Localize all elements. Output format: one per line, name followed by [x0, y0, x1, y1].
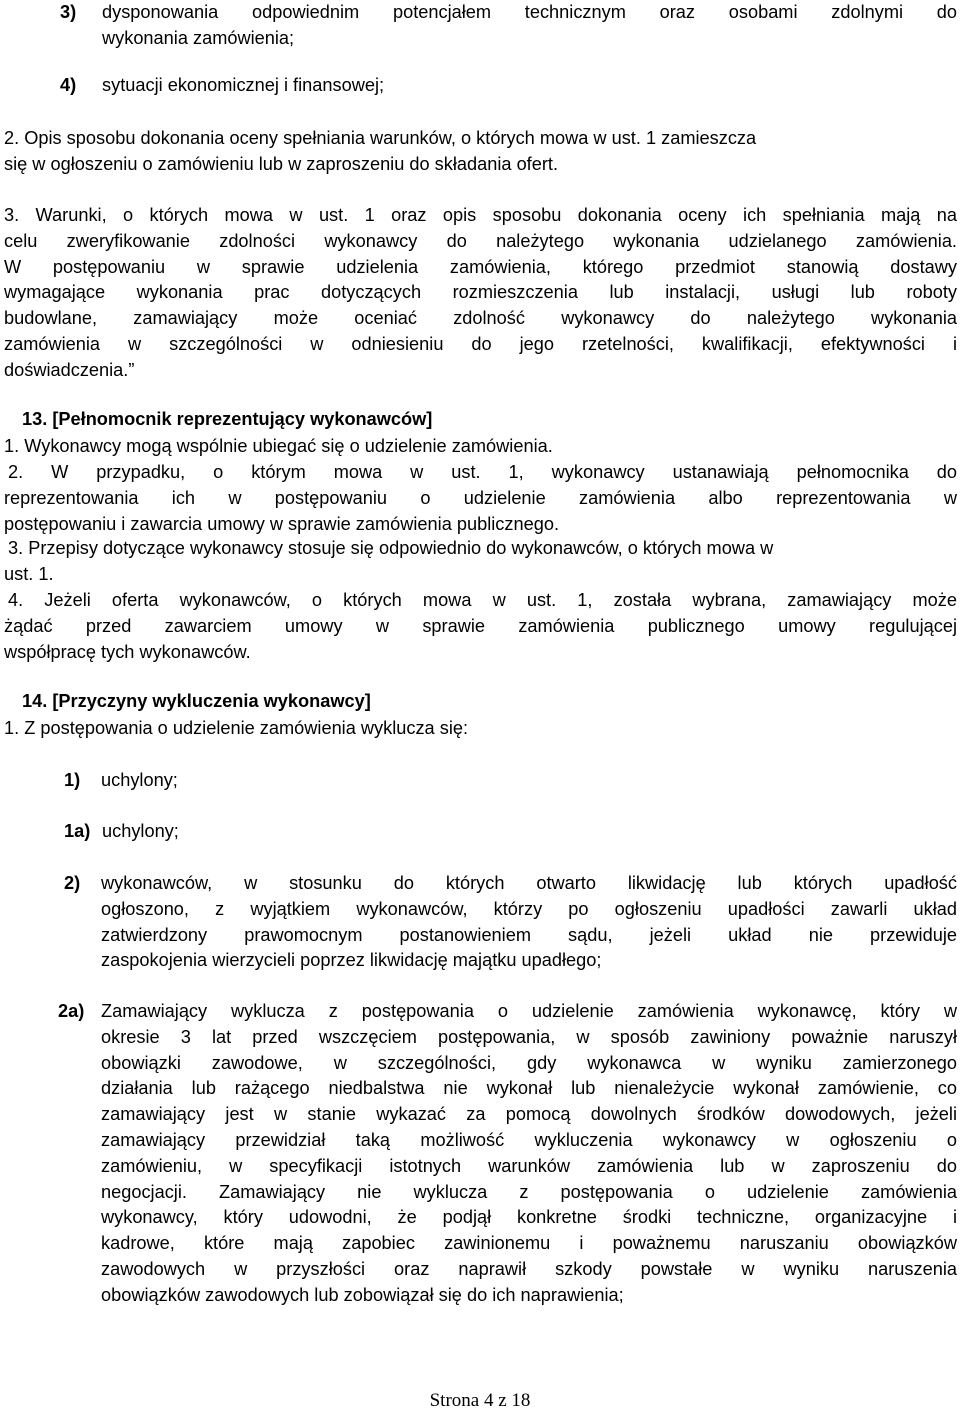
- text-line: wykonawców, w stosunku do których otwarto likwidację lub których upadłość: [101, 873, 957, 893]
- list-label-1: 1): [64, 770, 81, 790]
- text-line: W postępowaniu w sprawie udzielenia zamówienia, którego przedmiot stanowią dostawy: [4, 256, 957, 277]
- text-line: wykonania zamówienia;: [102, 27, 295, 48]
- article-13-par-2: [4, 460, 957, 537]
- text-line: 4. Jeżeli oferta wykonawców, o których mowa w ust. 1, została wybrana, zamawiający może: [8, 590, 957, 610]
- text-line: obowiązków zawodowych lub zobowiązał się do ich naprawienia;: [101, 1284, 624, 1305]
- article-13-par-3: [4, 536, 957, 588]
- text-line: zatwierdzony prawomocnym postanowieniem sądu, jeżeli układ nie przewiduje: [101, 924, 957, 945]
- article-14-par-1: 1. Z postępowania o udzielenie zamówienia wyklucza się:: [4, 718, 469, 738]
- text-line: ogłoszono, z wyjątkiem wykonawców, którzy po ogłoszeniu upadłości zawarli układ: [101, 898, 957, 919]
- text-line: zamówieniu, w specyfikacji istotnych warunków zamówienia lub w zaproszeniu do: [101, 1155, 957, 1176]
- text-line: działania lub rażącego niedbalstwa nie wykonał lub nienależycie wykonał zamówienie, co: [101, 1078, 957, 1099]
- text-line: postępowaniu i zawarcia umowy w sprawie zamówienia publicznego.: [4, 513, 559, 534]
- text-line: się w ogłoszeniu o zamówieniu lub w zaproszeniu do składania ofert.: [4, 153, 559, 174]
- text-line: negocjacji. Zamawiający nie wyklucza z postępowania o udzielenie zamówienia: [101, 1181, 957, 1202]
- text-line: 3. Warunki, o których mowa w ust. 1 oraz opis sposobu dokonania oceny ich spełniania mają na: [4, 205, 957, 225]
- text-line: doświadczenia.”: [4, 359, 135, 380]
- text-line: wykonawcy, który udowodni, że podjął konkretne środki techniczne, organizacyjne i: [101, 1207, 957, 1228]
- list-item-1: uchylony;: [101, 770, 178, 790]
- list-item-3: [102, 0, 957, 52]
- text-line: żądać przed zawarciem umowy w sprawie zamówienia publicznego umowy regulującej: [4, 615, 957, 636]
- text-line: zamawiający przewidział taką możliwość wykluczenia wykonawcy w ogłoszeniu o: [101, 1129, 957, 1150]
- list-item-2: [101, 871, 957, 974]
- paragraph-2: [4, 126, 957, 178]
- list-label-2a: 2a): [58, 1001, 85, 1021]
- list-item-2a: [101, 999, 957, 1309]
- text-line: okresie 3 lat przed wszczęciem postępowania, w sposób zawiniony poważnie naruszył: [101, 1026, 957, 1047]
- article-13-par-4: [4, 588, 957, 665]
- article-13-heading: 13. [Pełnomocnik reprezentujący wykonawców]: [22, 409, 433, 429]
- list-label-1a: 1a): [64, 821, 91, 841]
- list-item-4: sytuacji ekonomicznej i finansowej;: [102, 75, 385, 95]
- text-line: reprezentowania ich w postępowaniu o udzielenie zamówienia albo reprezentowania w: [4, 487, 957, 508]
- text-line: kadrowe, które mają zapobiec zawinionemu i poważnemu naruszaniu obowiązków: [101, 1233, 957, 1254]
- article-14-heading: 14. [Przyczyny wykluczenia wykonawcy]: [22, 691, 371, 711]
- text-line: współpracę tych wykonawców.: [4, 641, 251, 662]
- text-line: 2. Opis sposobu dokonania oceny spełniania warunków, o których mowa w ust. 1 zamieszcza: [4, 128, 757, 148]
- list-item-1a: uchylony;: [102, 821, 179, 841]
- text-line: budowlane, zamawiający może oceniać zdolność wykonawcy do należytego wykonania: [4, 308, 957, 329]
- list-label-2: 2): [64, 873, 81, 893]
- page-number: Strona 4 z 18: [429, 1390, 531, 1411]
- text-line: wymagające wykonania prac dotyczących rozmieszczenia lub instalacji, usługi lub roboty: [4, 282, 957, 303]
- list-label-3: 3): [60, 2, 77, 22]
- text-line: zaspokojenia wierzycieli poprzez likwidację majątku upadłego;: [101, 950, 602, 971]
- paragraph-3: [4, 203, 957, 384]
- text-line: ust. 1.: [4, 563, 54, 584]
- text-line: dysponowania odpowiednim potencjałem technicznym oraz osobami zdolnymi do: [102, 2, 957, 22]
- article-13-par-1: 1. Wykonawcy mogą wspólnie ubiegać się o udzielenie zamówienia.: [4, 436, 553, 456]
- text-line: zamawiający jest w stanie wykazać za pomocą dowolnych środków dowodowych, jeżeli: [101, 1104, 957, 1125]
- text-line: 2. W przypadku, o którym mowa w ust. 1, wykonawcy ustanawiają pełnomocnika do: [8, 462, 957, 482]
- text-line: obowiązki zawodowe, w szczególności, gdy wykonawca w wyniku zamierzonego: [101, 1052, 957, 1073]
- text-line: Zamawiający wyklucza z postępowania o udzielenie zamówienia wykonawcę, który w: [101, 1001, 957, 1021]
- list-label-4: 4): [60, 75, 77, 95]
- text-line: zawodowych w przyszłości oraz naprawił szkody powstałe w wyniku naruszenia: [101, 1258, 957, 1279]
- text-line: zamówienia w szczególności w odniesieniu do jego rzetelności, kwalifikacji, efektywności i: [4, 333, 957, 354]
- text-line: celu zweryfikowanie zdolności wykonawcy do należytego wykonania udzielanego zamówienia.: [4, 230, 957, 251]
- text-line: 3. Przepisy dotyczące wykonawcy stosuje się odpowiednio do wykonawców, o których mowa w: [8, 538, 774, 558]
